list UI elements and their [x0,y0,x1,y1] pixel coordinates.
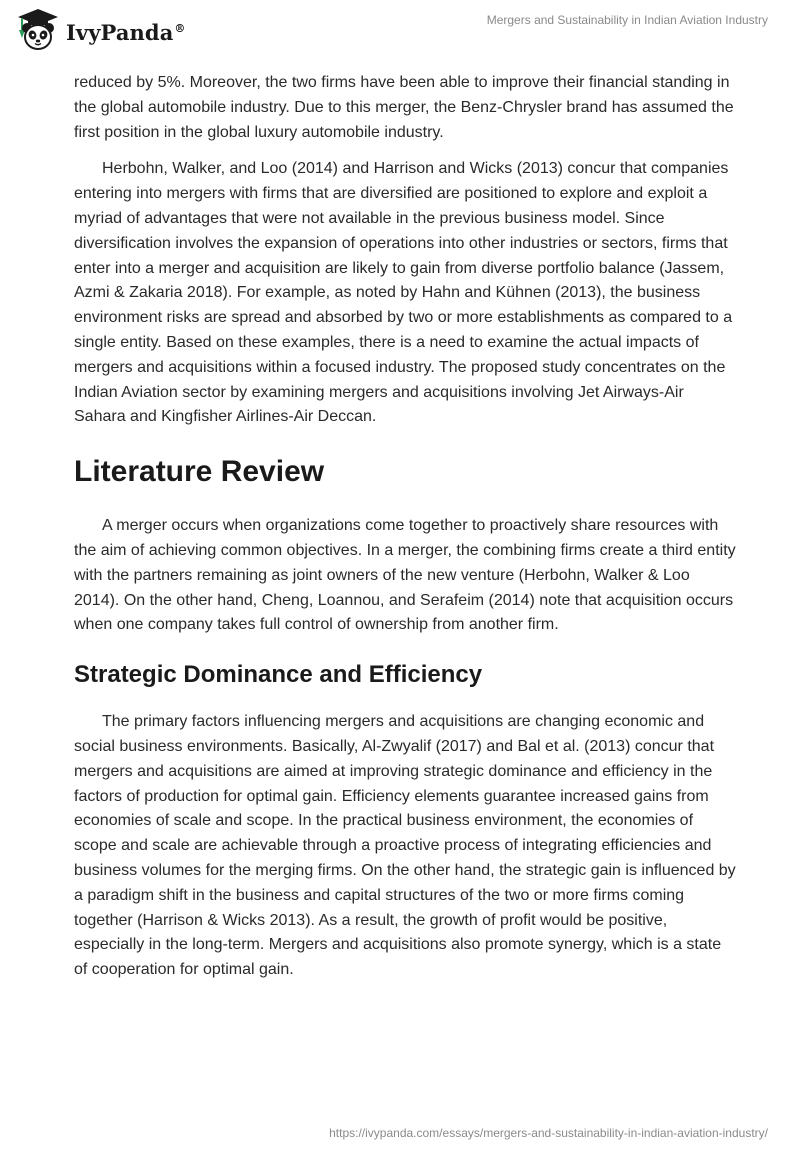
brand-name: IvyPanda® [66,19,186,45]
paragraph-merger-definition: A merger occurs when organizations come together to proactively share resources with the aim of achieving common objectives. In a merger, the combining firms create a third entity with the partners remaining as joint owners of the new venture (Herbohn, Walker & Loo 2014). On the other hand, Cheng, Loannou, and Serafeim (2014) note that acquisition occurs when one company takes full control of ownership from another firm. [74,517,736,634]
page-header [0,0,800,64]
footer-url[interactable]: https://ivypanda.com/essays/mergers-and-sustainability-in-indian-aviation-industry/ [329,1126,768,1140]
heading-literature-review: Literature Review [74,455,325,489]
ivypanda-logo[interactable] [14,6,186,54]
document-title: Mergers and Sustainability in Indian Aviation Industry [486,13,768,27]
paragraph-strategic-efficiency: The primary factors influencing mergers and acquisitions are changing economic and social business environments. Basically, Al-Zwyalif (2017) and Bal et al. (2013) concur that mergers and acquisitions are aimed at improving strategic dominance and efficiency in the factors of production for optimal gain. Efficiency elements guarantee increased gains from economies of scale and scope. In the practical business environment, the economies of scope and scale are achievable through a proactive process of integrating efficiencies and business volumes for the merging firms. On the other hand, the strategic gain is influenced by a paradigm shift in the business and capital structures of the two or more firms coming together (Harrison & Wicks 2013). As a result, the growth of profit would be positive, especially in the long-term. Mergers and acquisitions also promote synergy, which is a state of cooperation for optimal gain. [74,713,736,979]
registered-mark: ® [174,21,186,35]
paragraph-diversification: Herbohn, Walker, and Loo (2014) and Harrison and Wicks (2013) concur that companies entering into mergers with firms that are diversified are positioned to explore and exploit a myriad of advantages that were not available in the previous business model. Since diversification involves the expansion of operations into other industries or sectors, firms that enter into a merger and acquisition are likely to gain from diverse portfolio balance (Jassem, Azmi & Zakaria 2018). For example, as noted by Hahn and Kühnen (2013), the business environment risks are spread and absorbed by two or more establishments as compared to a single entity. Based on these examples, there is a need to examine the actual impacts of mergers and acquisitions within a focused industry. The proposed study concentrates on the Indian Aviation sector by examining mergers and acquisitions involving Jet Airways-Air Sahara and Kingfisher Airlines-Air Deccan. [74,160,733,426]
paragraph-intro-continued: reduced by 5%. Moreover, the two firms have been able to improve their financial standing in the global automobile industry. Due to this merger, the Benz-Chrysler brand has assumed the first position in the global luxury automobile industry. [74,74,734,141]
panda-graduate-icon [14,6,62,54]
essay-content [74,71,736,995]
heading-strategic-dominance: Strategic Dominance and Efficiency [74,661,483,689]
